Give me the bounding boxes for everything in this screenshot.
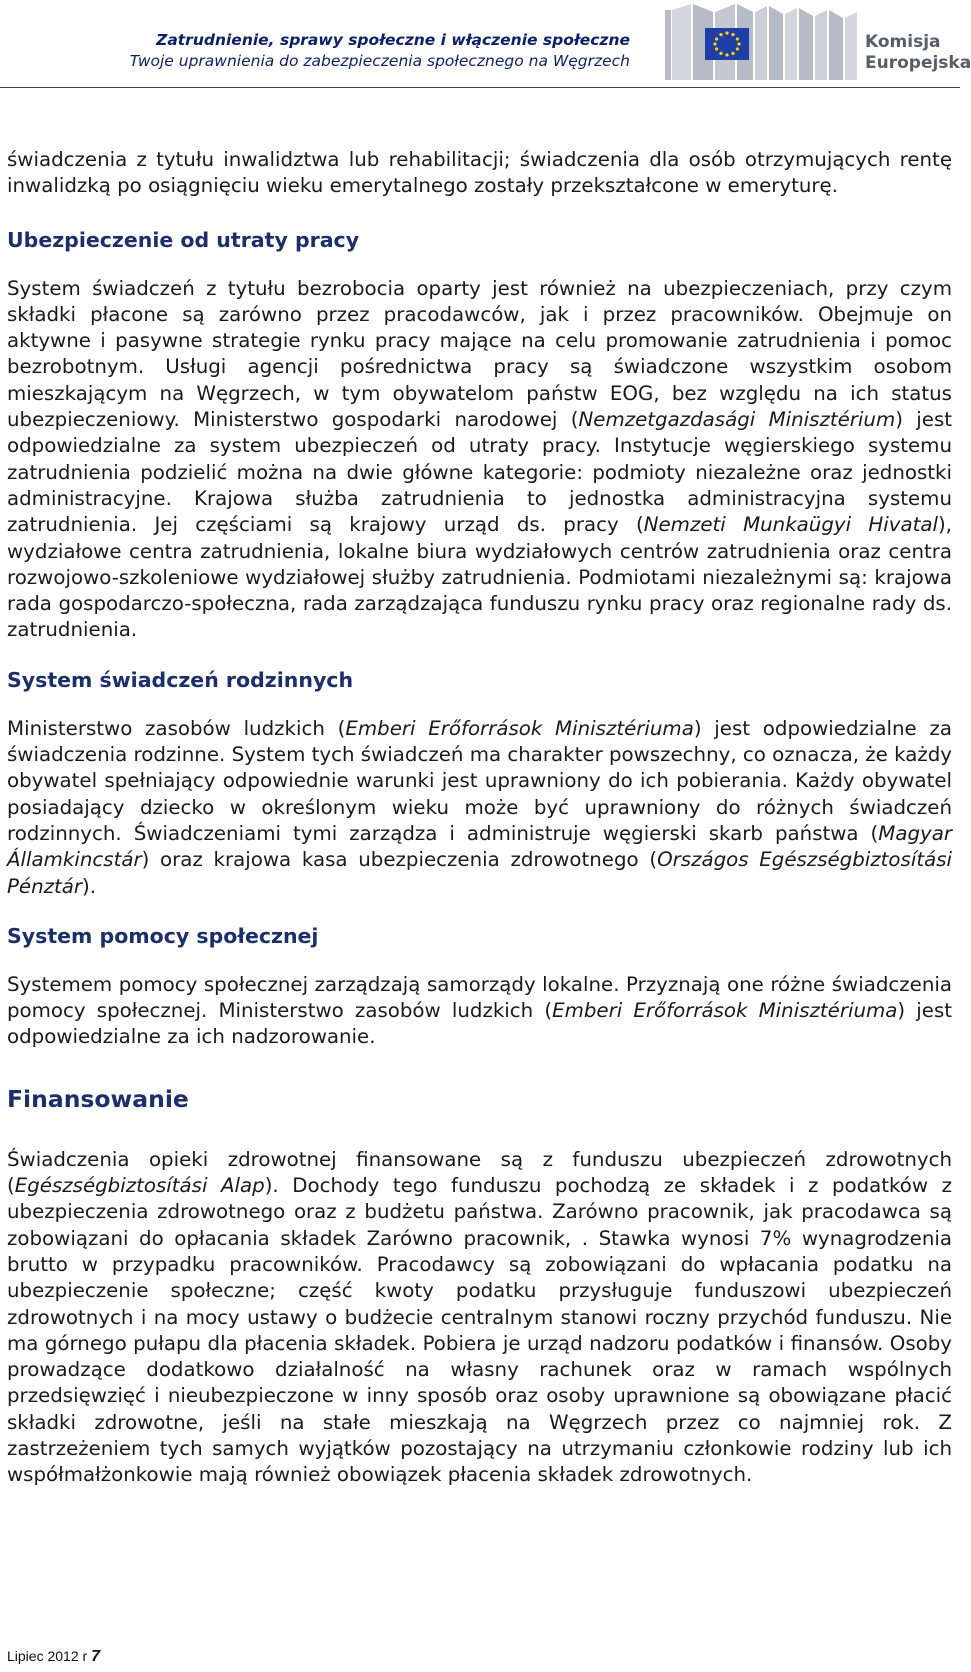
- italic-term: Nemzeti Munkaügyi Hivatal: [643, 513, 938, 537]
- italic-term: Nemzetgazdasági Minisztérium: [578, 408, 896, 432]
- italic-term: Országos Egészségbiztosítási Pénztár: [7, 848, 952, 898]
- page-number: 7: [91, 1648, 100, 1665]
- footer-date: Lipiec 2012 r: [7, 1648, 92, 1664]
- header-text: [130, 30, 630, 72]
- heading-financing: Finansowanie: [7, 1084, 189, 1113]
- logo-line1: Komisja: [865, 32, 941, 52]
- text-run: ) oraz krajowa kasa ubezpieczenia zdrowotnego (: [141, 848, 658, 872]
- text-run: System świadczeń z tytułu bezrobocia oparty jest również na ubezpieczeniach, przy czym składki płacone są zarówno przez pracodawców, jak i przez pracowników. Obejmuje on aktywne i pasywne strategie rynku pracy mające na celu promowanie zatrudnienia i pomoc bezrobotnym. Usługi agencji pośrednictwa pracy są świadczone wszystkim osobom mieszkającym na Węgrzech, w tym obywatelom państw EOG, bez względu na ich status ubezpieczeniowy. Ministerstwo gospodarki narodowej (: [7, 276, 952, 432]
- header-subtitle: Twoje uprawnienia do zabezpieczenia społecznego na Węgrzech: [129, 52, 630, 70]
- text-run: Systemem pomocy społecznej zarządzają samorządy lokalne. Przyznają one różne świadczenia pomocy społecznej. Ministerstwo zasobów ludzkich (: [7, 972, 952, 1023]
- italic-term: Magyar Államkincstár: [7, 821, 952, 872]
- text-run: ) jest odpowiedzialne za system ubezpieczeń od utraty pracy. Instytucje węgierskiego systemu zatrudnienia podzielić można na dwie główne kategorie: podmioty niezależne oraz jednostki administracyjne. Krajowa służba zatrudnienia to jednostka administracyjna systemu zatrudnienia. Jej częściami są krajowy urząd ds. pracy (: [7, 408, 953, 537]
- unemployment-paragraph: [7, 276, 952, 644]
- page-footer: [7, 1648, 100, 1666]
- page-header: [0, 0, 971, 88]
- header-title: Zatrudnienie, sprawy społeczne i włączenie społeczne: [156, 31, 630, 49]
- text-run: Ministerstwo zasobów ludzkich (: [7, 716, 346, 740]
- social-assistance-paragraph: [7, 972, 952, 1051]
- header-rule: [0, 87, 960, 88]
- intro-paragraph: świadczenia z tytułu inwalidztwa lub rehabilitacji; świadczenia dla osób otrzymujących rentę inwalidzką po osiągnięciu wieku emerytalnego zostały przekształcone w emeryturę.: [7, 148, 952, 198]
- text-run: Świadczenia opieki zdrowotnej finansowane są z funduszu ubezpieczeń zdrowotnych (: [7, 1147, 952, 1198]
- financing-paragraph: [7, 1147, 952, 1489]
- heading-family-benefits: System świadczeń rodzinnych: [7, 667, 354, 692]
- logo-line2: Europejska: [865, 53, 971, 73]
- italic-term: Emberi Erőforrások Minisztériuma: [552, 999, 898, 1023]
- family-benefits-paragraph: [7, 716, 952, 900]
- document-body: [7, 147, 952, 1489]
- text-run: ), wydziałowe centra zatrudnienia, lokalne biura wydziałowych centrów zatrudnienia oraz centra rozwojowo-szkoleniowe wydziałowej służby zatrudnienia. Podmiotami niezależnymi są: krajowa rada gospodarczo-społeczna, rada zarządzająca funduszu rynku pracy oraz regionalne rady ds. zatrudnienia.: [7, 513, 952, 642]
- text-run: ). Dochody tego funduszu pochodzą ze składek i z podatków z ubezpieczenia zdrowotnego oraz z budżetu państwa. Zarówno pracownik, jak pracodawca są zobowiązani do opłacania składek Zarówno pracownik, . Stawka wynosi 7% wynagrodzenia brutto w przypadku pracowników. Pracodawcy są zobowiązani do wpłacania podatku na ubezpieczenie społeczne; część kwoty podatku przysługuje funduszowi ubezpieczeń zdrowotnych i na mocy ustawy o budżecie centralnym stanowi roczny przychód funduszu. Nie ma górnego pułapu dla płacenia składek. Pobiera je urząd nadzoru podatków i finansów. Osoby prowadzące dodatkowo działalność na własny rachunek oraz w ramach wspólnych przedsięwzięć i nieubezpieczone w inny sposób oraz osoby uprawnione są obowiązane płacić składki zdrowotne, jeśli na stałe mieszkają na Węgrzech przez co najmniej rok. Z zastrzeżeniem tych samych wyjątków pozostający na utrzymaniu członkowie rodziny lub ich współmałżonkowie mają również obowiązek płacenia składek zdrowotnych.: [7, 1174, 952, 1487]
- heading-social-assistance: System pomocy społecznej: [7, 923, 319, 948]
- italic-term: Egészségbiztosítási Alap: [14, 1174, 265, 1198]
- text-run: ) jest odpowiedzialne za świadczenia rodzinne. System tych świadczeń ma charakter powszechny, co oznacza, że każdy obywatel spełniający odpowiednie warunki jest uprawniony do ich pobierania. Każdy obywatel posiadający dziecko w określonym wieku może być uprawniony do różnych świadczeń rodzinnych. Świadczeniami tymi zarządza i administruje węgierski skarb państwa (: [7, 716, 952, 845]
- text-run: ) jest odpowiedzialne za ich nadzorowanie.: [7, 999, 953, 1049]
- heading-unemployment: Ubezpieczenie od utraty pracy: [7, 227, 360, 252]
- text-run: ).: [82, 874, 97, 898]
- italic-term: Emberi Erőforrások Minisztériuma: [345, 716, 694, 740]
- logo-text: [865, 32, 971, 74]
